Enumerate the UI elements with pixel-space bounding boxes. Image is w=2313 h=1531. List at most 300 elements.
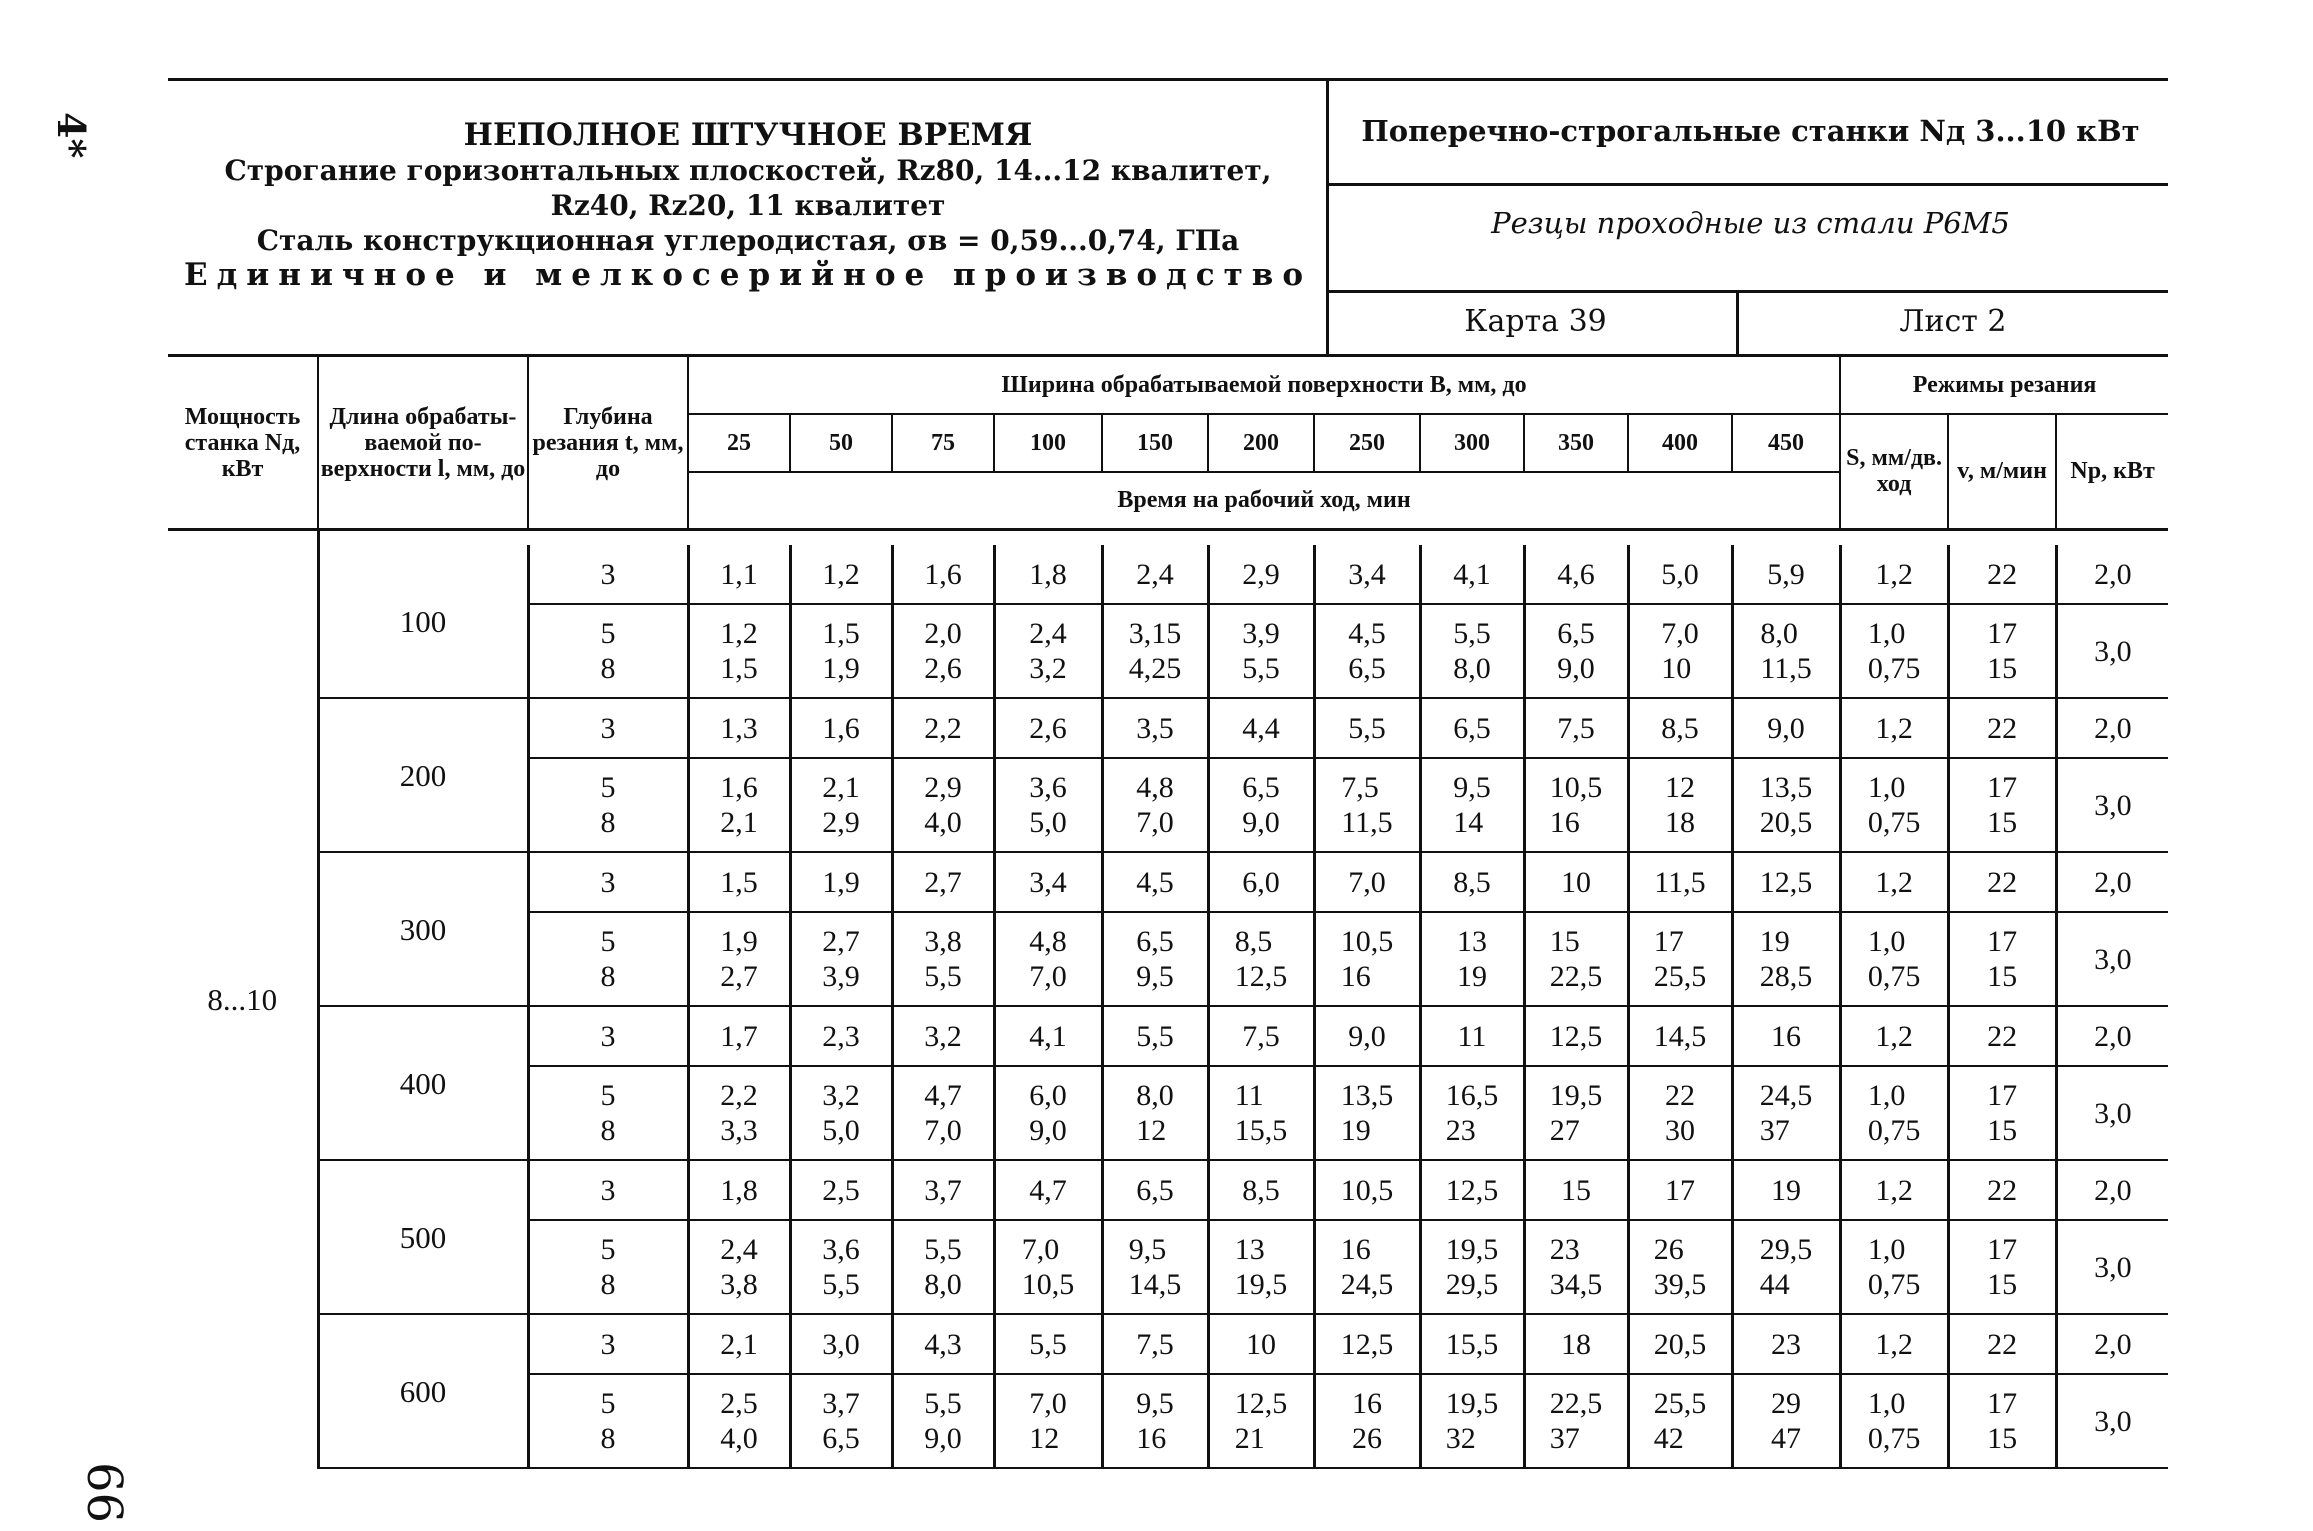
depth-value-line: 5	[600, 771, 616, 804]
time-value	[688, 1374, 790, 1468]
v-value-line: 17	[1987, 1233, 2018, 1266]
time-value	[1208, 1374, 1314, 1468]
time-value: 3,7	[892, 1160, 994, 1220]
n-value: 2,0	[2056, 698, 2168, 758]
time-value-line: 1,9	[822, 652, 860, 685]
s-value	[1840, 604, 1948, 698]
time-value-line: 23	[1549, 1233, 1580, 1266]
depth-value-line: 5	[600, 925, 616, 958]
time-value-line: 15	[1549, 925, 1580, 958]
time-value: 7,5	[1524, 698, 1628, 758]
length-value: 300	[318, 852, 528, 1006]
col-s-header: S, мм/дв. ход	[1840, 414, 1948, 530]
time-value: 2,2	[892, 698, 994, 758]
time-value	[1420, 1220, 1524, 1314]
time-value-line: 4,7	[924, 1079, 962, 1112]
time-value: 10,5	[1314, 1160, 1420, 1220]
table-row	[168, 1314, 2168, 1374]
time-value	[1208, 758, 1314, 852]
col-depth-header: Глубина резания t, мм, до	[528, 356, 688, 530]
time-value: 15,5	[1420, 1314, 1524, 1374]
time-value-line: 1,6	[720, 771, 758, 804]
time-value	[1732, 758, 1840, 852]
time-value-line: 2,4	[720, 1233, 758, 1266]
time-value-line: 2,7	[720, 960, 758, 993]
time-value-line: 3,7	[822, 1387, 860, 1420]
time-value-line: 3,3	[720, 1114, 758, 1147]
s-value-line: 0,75	[1867, 1114, 1921, 1147]
v-value	[1948, 604, 2056, 698]
time-value: 3,5	[1102, 698, 1208, 758]
time-value	[790, 1220, 892, 1314]
time-value-line: 2,9	[924, 771, 962, 804]
time-value-line: 4,25	[1128, 652, 1182, 685]
time-value	[1420, 1374, 1524, 1468]
time-label: Время на рабочий ход, мин	[688, 472, 1840, 530]
time-value	[994, 912, 1102, 1006]
page-title: НЕПОЛНОЕ ШТУЧНОЕ ВРЕМЯ	[463, 117, 1033, 153]
time-value-line: 19,5	[1549, 1079, 1603, 1112]
time-value-line: 3,6	[822, 1233, 860, 1266]
width-header: 50	[790, 414, 892, 472]
time-value: 7,0	[1314, 852, 1420, 912]
time-value: 1,2	[790, 545, 892, 604]
time-value-line: 12	[1665, 771, 1695, 804]
time-value: 16	[1732, 1006, 1840, 1066]
time-value	[892, 1374, 994, 1468]
time-value-line: 34,5	[1549, 1268, 1603, 1301]
time-value	[1102, 1066, 1208, 1160]
time-value-line: 24,5	[1759, 1079, 1813, 1112]
time-value-line: 9,5	[1136, 960, 1174, 993]
width-header: 400	[1628, 414, 1732, 472]
time-value: 1,1	[688, 545, 790, 604]
s-value: 1,2	[1840, 545, 1948, 604]
depth-value-line: 5	[600, 1387, 616, 1420]
time-value-line: 10,5	[1549, 771, 1603, 804]
time-value-line: 3,8	[924, 925, 962, 958]
time-value: 2,7	[892, 852, 994, 912]
time-value	[1208, 1220, 1314, 1314]
time-value: 2,5	[790, 1160, 892, 1220]
time-value-line: 29,5	[1759, 1233, 1813, 1266]
time-value: 3,4	[1314, 545, 1420, 604]
time-value	[1524, 758, 1628, 852]
time-value	[994, 1374, 1102, 1468]
time-value-line: 6,5	[1136, 925, 1174, 958]
time-value	[1628, 1066, 1732, 1160]
time-value-line: 9,0	[1557, 652, 1595, 685]
time-value	[892, 1220, 994, 1314]
depth-value	[528, 912, 688, 1006]
time-value-line: 22,5	[1549, 960, 1603, 993]
s-value-line: 1,0	[1867, 1233, 1906, 1266]
time-value	[994, 758, 1102, 852]
time-value-line: 11	[1234, 1079, 1264, 1112]
time-value-line: 29	[1771, 1387, 1802, 1420]
time-value-line: 13,5	[1759, 771, 1813, 804]
machine-type: Поперечно-строгальные станки Nд 3...10 кВт	[1361, 114, 2140, 148]
n-value: 3,0	[2056, 912, 2168, 1006]
time-value: 1,8	[688, 1160, 790, 1220]
time-value-line: 14	[1453, 806, 1484, 839]
depth-value-line: 5	[600, 1079, 616, 1112]
v-value-line: 15	[1987, 806, 2018, 839]
table-row	[168, 698, 2168, 758]
time-value: 17	[1628, 1160, 1732, 1220]
time-value: 7,5	[1102, 1314, 1208, 1374]
time-value: 3,2	[892, 1006, 994, 1066]
depth-value-line: 8	[600, 806, 616, 839]
v-value-line: 15	[1987, 1114, 2018, 1147]
time-value: 12,5	[1732, 852, 1840, 912]
time-value-line: 10,5	[1021, 1268, 1075, 1301]
time-value: 5,9	[1732, 545, 1840, 604]
s-value-line: 1,0	[1867, 1387, 1906, 1420]
time-value-line: 20,5	[1759, 806, 1813, 839]
time-value-line: 27	[1549, 1114, 1580, 1147]
time-value: 1,6	[790, 698, 892, 758]
time-value	[1524, 912, 1628, 1006]
time-value-line: 8,5	[1234, 925, 1273, 958]
time-value-line: 5,5	[924, 960, 962, 993]
n-value: 3,0	[2056, 1374, 2168, 1468]
time-value: 11	[1420, 1006, 1524, 1066]
s-value-line: 0,75	[1867, 806, 1921, 839]
n-value: 2,0	[2056, 1160, 2168, 1220]
time-value-line: 22	[1665, 1079, 1695, 1112]
time-value: 4,5	[1102, 852, 1208, 912]
time-value	[790, 604, 892, 698]
length-value: 600	[318, 1314, 528, 1468]
v-value: 22	[1948, 545, 2056, 604]
time-value: 12,5	[1420, 1160, 1524, 1220]
time-value-line: 3,2	[1029, 652, 1067, 685]
time-value: 4,4	[1208, 698, 1314, 758]
time-value-line: 23	[1445, 1114, 1476, 1147]
v-value	[1948, 1066, 2056, 1160]
time-value: 6,5	[1420, 698, 1524, 758]
n-value: 3,0	[2056, 758, 2168, 852]
v-value-line: 15	[1987, 652, 2018, 685]
depth-value-line: 5	[600, 1233, 616, 1266]
time-value	[790, 912, 892, 1006]
time-value-line: 5,5	[1453, 617, 1491, 650]
time-value-line: 1,2	[720, 617, 758, 650]
s-value	[1840, 1066, 1948, 1160]
time-value-line: 6,5	[1242, 771, 1280, 804]
time-value: 1,3	[688, 698, 790, 758]
time-value-line: 2,9	[822, 806, 860, 839]
time-value	[1628, 758, 1732, 852]
v-value: 22	[1948, 1314, 2056, 1374]
time-value: 8,5	[1420, 852, 1524, 912]
time-value-line: 12,5	[1234, 1387, 1288, 1420]
time-value: 8,5	[1628, 698, 1732, 758]
time-value-line: 10	[1661, 652, 1692, 685]
time-value-line: 12	[1029, 1422, 1060, 1455]
time-value: 1,5	[688, 852, 790, 912]
col-modes-header: Режимы резания	[1840, 356, 2168, 414]
time-value: 19	[1732, 1160, 1840, 1220]
time-value	[1732, 1374, 1840, 1468]
time-value-line: 16	[1549, 806, 1580, 839]
s-value: 1,2	[1840, 1314, 1948, 1374]
time-value-line: 21	[1234, 1422, 1265, 1455]
time-value-line: 15,5	[1234, 1114, 1288, 1147]
time-value	[688, 604, 790, 698]
depth-value: 3	[528, 1006, 688, 1066]
width-header: 25	[688, 414, 790, 472]
time-value	[1314, 912, 1420, 1006]
time-value	[1628, 604, 1732, 698]
time-value-line: 26	[1352, 1422, 1382, 1455]
time-value	[1628, 1374, 1732, 1468]
width-header: 150	[1102, 414, 1208, 472]
time-value: 11,5	[1628, 852, 1732, 912]
length-value: 200	[318, 698, 528, 852]
time-value: 4,3	[892, 1314, 994, 1374]
width-header: 300	[1420, 414, 1524, 472]
depth-value	[528, 604, 688, 698]
time-value-line: 39,5	[1653, 1268, 1707, 1301]
title-block	[168, 118, 1328, 293]
v-value: 22	[1948, 852, 2056, 912]
time-value-line: 19,5	[1234, 1268, 1288, 1301]
time-value	[1102, 1374, 1208, 1468]
time-value-line: 7,5	[1341, 771, 1379, 804]
time-value-line: 3,15	[1128, 617, 1182, 650]
time-value-line: 11,5	[1760, 652, 1812, 685]
time-value-line: 16	[1136, 1422, 1167, 1455]
depth-value-line: 8	[600, 1268, 616, 1301]
time-value-line: 3,8	[720, 1268, 758, 1301]
time-value-line: 2,6	[924, 652, 962, 685]
time-value-line: 7,0	[1029, 960, 1067, 993]
depth-value: 3	[528, 1160, 688, 1220]
time-value	[1732, 604, 1840, 698]
time-value	[1102, 604, 1208, 698]
time-value-line: 6,5	[822, 1422, 860, 1455]
depth-value: 3	[528, 852, 688, 912]
time-value: 18	[1524, 1314, 1628, 1374]
time-value: 9,0	[1732, 698, 1840, 758]
tool-type: Резцы проходные из стали Р6М5	[1491, 206, 2010, 240]
length-value: 100	[318, 545, 528, 698]
subtitle-line-3: Сталь конструкционная углеродистая, σв = 0,59...0,74, ГПа	[256, 224, 1240, 257]
time-value-line: 12,5	[1234, 960, 1288, 993]
time-value-line: 1,5	[822, 617, 860, 650]
time-value-line: 19	[1759, 925, 1790, 958]
time-value-line: 28,5	[1759, 960, 1813, 993]
time-value-line: 11,5	[1341, 806, 1393, 839]
time-value-line: 5,0	[1029, 806, 1067, 839]
time-value: 20,5	[1628, 1314, 1732, 1374]
time-value-line: 5,5	[924, 1233, 962, 1266]
subtitle-line-2: Rz40, Rz20, 11 квалитет	[550, 189, 946, 222]
depth-value	[528, 1066, 688, 1160]
time-value-line: 22,5	[1549, 1387, 1603, 1420]
depth-value: 3	[528, 1314, 688, 1374]
time-value: 5,0	[1628, 545, 1732, 604]
s-value-line: 1,0	[1867, 617, 1906, 650]
time-value-line: 42	[1653, 1422, 1684, 1455]
time-value-line: 4,0	[924, 806, 962, 839]
n-value: 2,0	[2056, 1314, 2168, 1374]
width-header: 450	[1732, 414, 1840, 472]
page-number: 66	[76, 1462, 132, 1524]
time-value	[1732, 912, 1840, 1006]
time-value-line: 7,0	[1029, 1387, 1067, 1420]
v-value-line: 15	[1987, 960, 2018, 993]
time-value	[1314, 1066, 1420, 1160]
time-value-line: 7,0	[1136, 806, 1174, 839]
time-value-line: 5,0	[822, 1114, 860, 1147]
time-value: 4,1	[1420, 545, 1524, 604]
v-value-line: 17	[1987, 1387, 2018, 1420]
depth-value-line: 8	[600, 1422, 616, 1455]
table-row	[168, 545, 2168, 604]
time-value	[1628, 912, 1732, 1006]
time-value-line: 14,5	[1128, 1268, 1182, 1301]
v-value: 22	[1948, 1006, 2056, 1066]
time-value	[1524, 1374, 1628, 1468]
v-value-line: 17	[1987, 925, 2018, 958]
time-value	[1524, 604, 1628, 698]
time-value-line: 4,5	[1348, 617, 1386, 650]
time-value	[994, 604, 1102, 698]
s-value-line: 0,75	[1867, 960, 1921, 993]
v-value-line: 17	[1987, 1079, 2018, 1112]
v-value-line: 17	[1987, 617, 2018, 650]
time-value: 4,7	[994, 1160, 1102, 1220]
time-value-line: 5,5	[1242, 652, 1280, 685]
time-value: 9,0	[1314, 1006, 1420, 1066]
s-value: 1,2	[1840, 852, 1948, 912]
time-value	[1732, 1066, 1840, 1160]
top-rule	[168, 78, 2168, 81]
sheet-number: Лист 2	[1899, 304, 2007, 339]
time-value-line: 8,0	[924, 1268, 962, 1301]
time-value-line: 16	[1352, 1387, 1382, 1420]
width-header: 75	[892, 414, 994, 472]
v-value	[1948, 1220, 2056, 1314]
time-value	[790, 1066, 892, 1160]
time-value	[1628, 1220, 1732, 1314]
production-type: Единичное и мелкосерийное производство	[183, 257, 1313, 293]
side-mark: 4*	[49, 112, 94, 159]
time-value	[688, 758, 790, 852]
time-value-line: 19	[1457, 960, 1487, 993]
s-value	[1840, 912, 1948, 1006]
time-value: 10	[1208, 1314, 1314, 1374]
s-value-line: 0,75	[1867, 1422, 1921, 1455]
time-value: 23	[1732, 1314, 1840, 1374]
time-value	[1420, 912, 1524, 1006]
time-value	[994, 1066, 1102, 1160]
time-value: 7,5	[1208, 1006, 1314, 1066]
n-value: 2,0	[2056, 852, 2168, 912]
col-width-group-header: Ширина обрабатываемой поверхности B, мм, до	[688, 356, 1840, 414]
v-value-line: 15	[1987, 1422, 2018, 1455]
time-value-line: 12	[1136, 1114, 1167, 1147]
time-value	[892, 1066, 994, 1160]
depth-value: 3	[528, 545, 688, 604]
time-value	[994, 1220, 1102, 1314]
time-value-line: 7,0	[1021, 1233, 1060, 1266]
time-value: 1,7	[688, 1006, 790, 1066]
time-value	[688, 1220, 790, 1314]
table-row	[168, 1006, 2168, 1066]
time-value	[688, 912, 790, 1006]
n-value: 2,0	[2056, 545, 2168, 604]
time-value	[688, 1066, 790, 1160]
time-value-line: 5,5	[822, 1268, 860, 1301]
col-n-header: Nр, кВт	[2056, 414, 2168, 530]
time-value	[1102, 758, 1208, 852]
time-value-line: 8,0	[1760, 617, 1798, 650]
n-value: 3,0	[2056, 1220, 2168, 1314]
time-value-line: 26	[1653, 1233, 1684, 1266]
time-value: 2,3	[790, 1006, 892, 1066]
v-value: 22	[1948, 698, 2056, 758]
time-value-line: 2,5	[720, 1387, 758, 1420]
subtitle-line-1: Строгание горизонтальных плоскостей, Rz80, 14...12 квалитет,	[224, 154, 1272, 187]
depth-value	[528, 1374, 688, 1468]
time-value: 2,4	[1102, 545, 1208, 604]
time-value-line: 9,5	[1128, 1233, 1167, 1266]
time-value-line: 37	[1549, 1422, 1580, 1455]
card-number: Карта 39	[1464, 304, 1607, 339]
time-value-line: 16,5	[1445, 1079, 1499, 1112]
time-value: 5,5	[994, 1314, 1102, 1374]
time-value	[1524, 1066, 1628, 1160]
time-value	[1420, 1066, 1524, 1160]
time-value-line: 9,0	[1029, 1114, 1067, 1147]
table-row	[168, 1160, 2168, 1220]
v-value	[1948, 758, 2056, 852]
time-value-line: 3,6	[1029, 771, 1067, 804]
time-value-line: 9,5	[1453, 771, 1491, 804]
time-value-line: 1,9	[720, 925, 758, 958]
width-header: 100	[994, 414, 1102, 472]
depth-value-line: 5	[600, 617, 616, 650]
s-value-line: 1,0	[1867, 1079, 1906, 1112]
v-value	[1948, 1374, 2056, 1468]
time-value-line: 19	[1340, 1114, 1371, 1147]
width-header: 250	[1314, 414, 1420, 472]
table-row	[168, 852, 2168, 912]
col-v-header: v, м/мин	[1948, 414, 2056, 530]
time-value: 8,5	[1208, 1160, 1314, 1220]
time-value-line: 2,4	[1029, 617, 1067, 650]
s-value	[1840, 1220, 1948, 1314]
time-value: 3,4	[994, 852, 1102, 912]
time-value-line: 24,5	[1340, 1268, 1394, 1301]
time-value-line: 2,7	[822, 925, 860, 958]
time-value-line: 17	[1653, 925, 1684, 958]
time-value-line: 13	[1457, 925, 1487, 958]
time-value	[1314, 604, 1420, 698]
card-header	[168, 78, 2168, 354]
time-value: 5,5	[1314, 698, 1420, 758]
time-value	[1314, 1220, 1420, 1314]
time-value-line: 9,0	[1242, 806, 1280, 839]
power-value: 8...10	[207, 982, 278, 1017]
v-value-line: 15	[1987, 1268, 2018, 1301]
time-value	[1314, 1374, 1420, 1468]
time-value	[790, 758, 892, 852]
